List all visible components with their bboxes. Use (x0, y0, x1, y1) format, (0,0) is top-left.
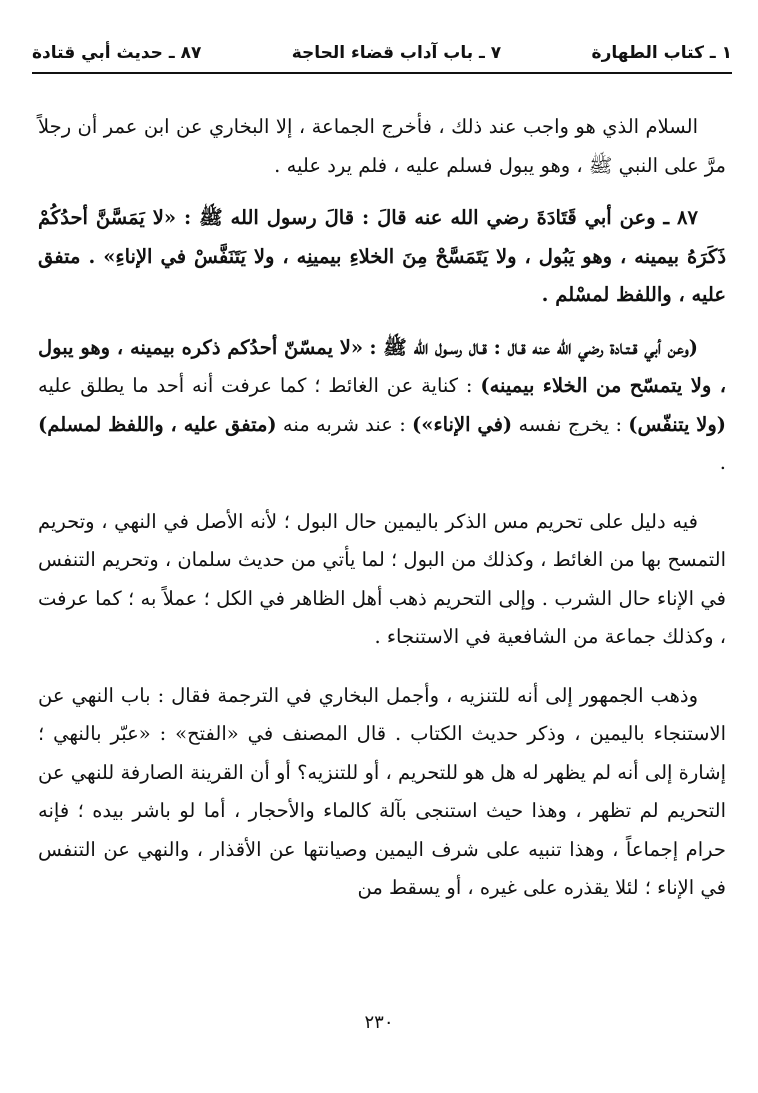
hadith-87-text: «لا يَمَسَّنَّ أحدُكُمْ ذَكَرَهُ بيمينه ، وهو يَبُول ، ولا يَتَمَسَّحْ مِنَ الخلاءِ بيمينِه ، ولا يَتَنَفَّسْ في الإناءِ» . (38, 206, 726, 268)
paragraph-majority-view: وذهب الجمهور إلى أنه للتنزيه ، وأجمل البخاري في الترجمة فقال : باب النهي عن الاستنجاء باليمين ، وذكر حديث الكتاب . قال المصنف في «الفتح» : «عبّر بالنهي ؛ إشارة إلى أنه لم يظهر له هل هو للتحريم ، أو للتنزيه؟ أو أن القرينة الصارفة للنهي عن التحريم لم تظهر ، وهذا حيث استنجى بآلة كالماء والأحجار ، أما لو باشر بيده ؛ فإنه حرام إجماعاً ، وهذا تنبيه على شرف اليمين وصيانتها عن الأقذار ، والنهي عن التنفس في الإناء ؛ لئلا يقذره على غيره ، أو يسقط من (38, 683, 726, 899)
commentary-text-2: : يخرج نفسه (518, 412, 623, 436)
header-divider (32, 72, 732, 74)
paragraph-ruling: فيه دليل على تحريم مس الذكر باليمين حال البول ؛ لأنه الأصل في النهي ، وتحريم التمسح بها من الغائط ، وكذلك من البول ؛ لما يأتي من حديث سلمان ، وتحريم التنفس في الإناء حال الشرب . وإلى التحريم ذهب أهل الظاهر في الكل ؛ عملاً به ؛ كما عرفت ، وكذلك جماعة من الشافعية في الاستنجاء . (38, 509, 726, 648)
page-body (38, 108, 726, 908)
paragraph-1: السلام الذي هو واجب عند ذلك ، فأخرج الجماعة ، إلا البخاري عن ابن عمر أن رجلاً مرَّ على النبي ﷺ ، وهو يبول فسلم عليه ، فلم يرد عليه . (38, 115, 726, 177)
commentary-quote-3: (في الإناء») (412, 412, 513, 436)
header-book-title: ١ ـ كتاب الطهارة (591, 43, 732, 63)
hadith-87-lead: ٨٧ ـ وعن أبي قَتَادَةَ رضي الله عنه قالَ : قالَ رسول الله ﷺ : (183, 206, 698, 229)
hadith-87-paragraph (38, 199, 726, 315)
commentary-text-3: : عند شربه منه (282, 412, 406, 436)
commentary-quote-2: (ولا يتنفّس) (628, 412, 727, 436)
running-header (32, 36, 732, 70)
commentary-opening: (وعن أبي قـتـادة رضي الله عنه قـال : قـال رسـول الله ﷺ : (369, 335, 698, 359)
commentary-text-1: : كناية عن الغائط ؛ كما عرفت أنه أحد ما يطلق عليه (38, 374, 473, 397)
commentary-quote-4: (متفق عليه ، واللفظ لمسلم) (38, 412, 277, 436)
header-chapter-title: ٧ ـ باب آداب قضاء الحاجة (291, 43, 502, 63)
commentary-end: . (719, 451, 726, 474)
commentary-quote-1: «لا يمسّنّ أحدُكم ذكره بيمينه ، وهو يبول ، ولا يتمسّح من الخلاء بيمينه) (37, 335, 726, 397)
header-hadith-title: ٨٧ ـ حديث أبي قتادة (32, 43, 202, 63)
page-number: ٢٣٠ (364, 1012, 394, 1033)
commentary-paragraph (38, 329, 726, 483)
hadith-87-source: متفق عليه ، واللفظ لمسْلم . (38, 244, 726, 306)
